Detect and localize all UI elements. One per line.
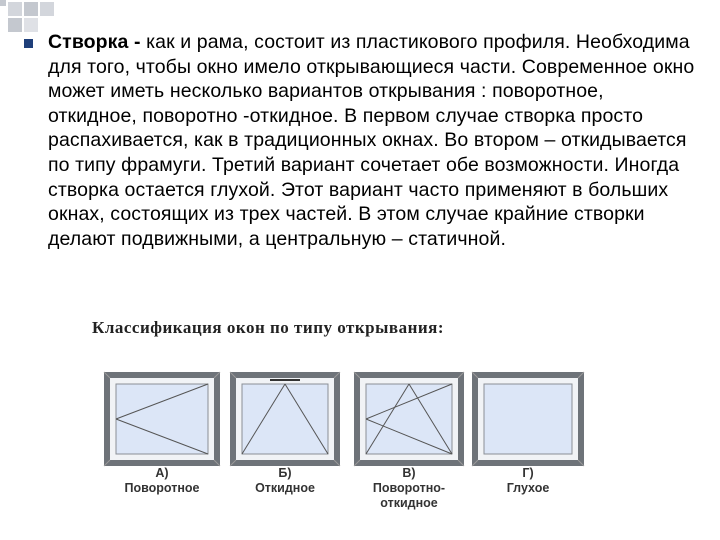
lead-word: Створка - (48, 31, 141, 53)
deco-square (8, 18, 22, 32)
window-d-label: Глухое (506, 481, 550, 495)
deco-square (40, 2, 54, 16)
window-d-caption (463, 466, 593, 496)
window-b-label: Откидное (255, 481, 315, 495)
window-c-label: Поворотно- (372, 481, 446, 495)
window-c-letter: В) (402, 466, 416, 480)
deco-square (0, 0, 6, 6)
body-paragraph (48, 30, 698, 251)
window-a-caption (97, 466, 227, 496)
window-b-caption (220, 466, 350, 496)
windows-drawing (0, 360, 720, 470)
window-b-letter: Б) (278, 466, 292, 480)
window-d-letter: Г) (522, 466, 534, 480)
window-types-figure (0, 360, 720, 530)
window-c-drawing (354, 372, 464, 466)
window-a-label: Поворотное (124, 481, 200, 495)
window-d-drawing (472, 372, 584, 466)
window-b-drawing (230, 372, 340, 466)
deco-square (8, 2, 22, 16)
deco-square (24, 18, 38, 32)
bullet-square-icon (24, 39, 33, 48)
window-a-drawing (104, 372, 220, 466)
figure-title: Классификация окон по типу открывания: (92, 318, 445, 337)
window-a-letter: А) (155, 466, 169, 480)
body-text: как и рама, состоит из пластикового профиля. Необходима для того, чтобы окно имело открывающиеся части. Современное окно может иметь несколько вариантов открывания : поворотное, откидное, поворотно -откидное. В первом случае створка просто распахивается, как в традиционных окнах. Во втором – откидывается по типу фрамуги. Третий вариант сочетает обе возможности. Иногда створка остается глухой. Этот вариант часто применяют в больших окнах, состоящих из трех частей. В этом случае крайние створки делают подвижными, а центральную – статичной. (48, 31, 695, 250)
window-c-caption (344, 466, 474, 511)
window-c-label-line2: откидное (380, 496, 438, 510)
deco-square (24, 2, 38, 16)
